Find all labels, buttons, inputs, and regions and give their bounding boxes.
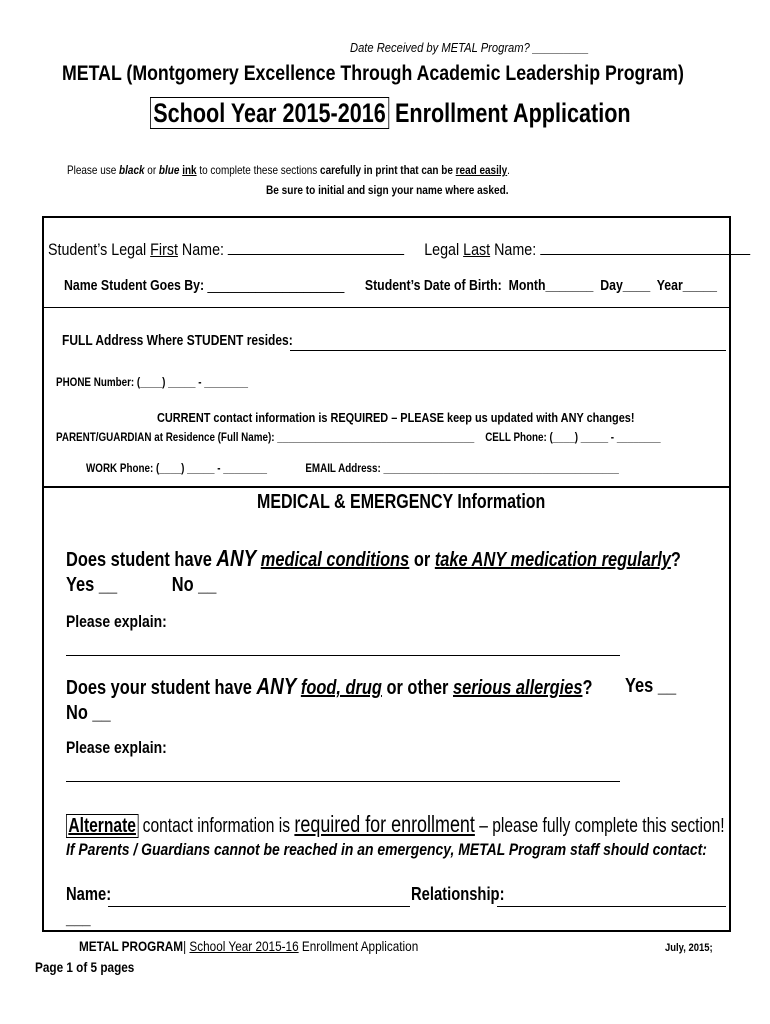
alt-name-label: Name: [66,884,112,904]
dob-year[interactable]: Year_____ [656,277,717,294]
guardian-row [56,430,770,444]
year-box: School Year 2015-2016 [150,97,389,129]
explain-medical-label: Please explain: [66,612,167,631]
allergies-yes[interactable]: Yes __ [625,675,677,697]
explain-allergies-label: Please explain: [66,738,167,757]
alt-name-field[interactable] [108,906,410,907]
alt-relationship-field[interactable] [497,906,726,907]
question-allergies: Does your student have ANY food, drug or other serious allergies? [66,673,593,699]
program-title: METAL (Montgomery Excellence Through Academic Leadership Program) [62,62,684,85]
full-address-label: FULL Address Where STUDENT resides: [62,332,293,349]
dob-month[interactable]: Month_______ [508,277,594,294]
current-notice: CURRENT contact information is REQUIRED – PLEASE keep us updated with ANY changes! [157,410,635,425]
explain-allergies-field[interactable] [66,781,620,782]
phone-row: PHONE Number: (____) _____ - ________ [56,375,248,389]
allergies-no[interactable]: No __ [66,702,111,724]
first-name-field[interactable] [228,254,404,255]
medical-heading: MEDICAL & EMERGENCY Information [257,491,546,513]
instructions-line1: Please use black or blue ink to complete these sections carefully in print that can be read easily. [67,163,510,177]
goes-by-field[interactable]: ____________________ [207,277,345,294]
page-number: Page 1 of 5 pages [35,959,135,975]
explain-medical-field[interactable] [66,655,620,656]
work-email-row [86,461,736,475]
instructions-line2: Be sure to initial and sign your name where asked. [266,183,509,197]
address-field[interactable] [290,350,726,351]
date-received: Date Received by METAL Program? _________ [350,40,589,55]
if-parents-note: If Parents / Guardians cannot be reached in an emergency, METAL Program staff should contact: [66,840,707,859]
guardian-field[interactable]: PARENT/GUARDIAN at Residence (Full Name): ____________________________________ [56,430,475,444]
divider-2 [42,486,731,488]
alt-trailing-line: ___ [66,908,91,928]
medical-no[interactable]: No __ [171,574,217,596]
last-name-field[interactable] [540,254,750,255]
divider-1 [42,307,731,308]
question-medical: Does student have ANY medical conditions or take ANY medication regularly? [66,545,681,571]
dob-day[interactable]: Day____ [600,277,651,294]
medical-yes[interactable]: Yes __ [66,574,118,596]
footer-date: July, 2015; [665,942,713,954]
work-phone-field[interactable]: WORK Phone: (____) _____ - ________ [86,461,268,475]
student-name-row: Student’s Legal First Name: Legal Last Name: [48,240,770,260]
alternate-contact-line: Alternate contact information is required for enrollment – please fully complete this section! [66,811,770,838]
goes-by-row: Name Student Goes By: ____________________ Student’s Date of Birth: Month_______ Day____ Year_____ [64,277,717,294]
form-title [150,98,751,129]
email-field[interactable]: EMAIL Address: ___________________________________________ [305,461,619,475]
yes-no-medical [66,574,249,597]
cell-phone-field[interactable]: CELL Phone: (____) _____ - ________ [485,430,661,444]
alt-relationship-label: Relationship: [411,884,505,904]
enrollment-label: Enrollment Application [394,98,631,128]
footer-program: METAL PROGRAM| School Year 2015-16 Enrollment Application [79,938,419,954]
